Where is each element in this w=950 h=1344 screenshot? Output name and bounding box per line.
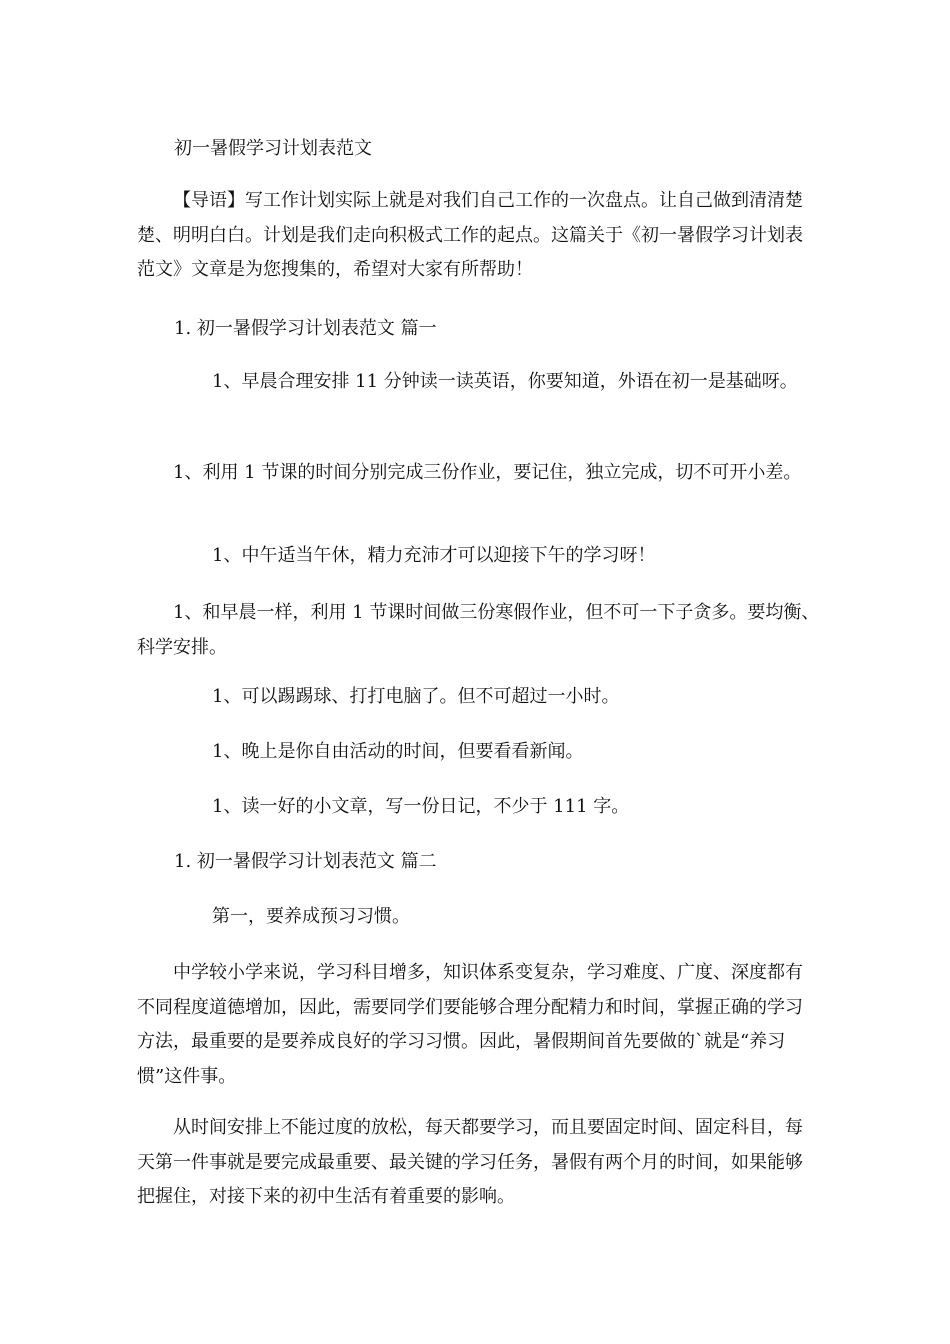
document-title: 初一暑假学习计划表范文 [174,138,372,159]
section-heading-2: 1. 初一暑假学习计划表范文 篇二 [174,851,437,872]
body-paragraph: 中学较小学来说，学习科目增多，知识体系变复杂，学习难度、广度、深度都有不同程度道德增加，因此，需要同学们要能够合理分配精力和时间，掌握正确的学习方法，最重要的是要养成良好的学习习惯。因此，暑假期间首先要做的`就是“养习惯”这件事。 [137,962,803,1087]
plan-item: 1、和早晨一样，利用 1 节课时间做三份寒假作业，但不可一下子贪多。要均衡、科学安排。 [137,602,820,658]
plan-item: 1、晚上是你自由活动的时间，但要看看新闻。 [212,741,584,762]
plan-item: 1、利用 1 节课的时间分别完成三份作业，要记住，独立完成，切不可开小差。 [173,462,802,483]
plan-item: 1、中午适当午休，精力充沛才可以迎接下午的学习呀！ [212,545,656,566]
body-paragraph: 从时间安排上不能过度的放松，每天都要学习，而且要固定时间、固定科目，每天第一件事就是要完成最重要、最关键的学习任务，暑假有两个月的时间，如果能够把握住，对接下来的初中生活有着重要的影响。 [137,1117,803,1207]
plan-item: 1、可以踢踢球、打打电脑了。但不可超过一小时。 [212,686,620,707]
section-heading-1: 1. 初一暑假学习计划表范文 篇一 [174,318,437,339]
intro-paragraph: 【导语】写工作计划实际上就是对我们自己工作的一次盘点。让自己做到清清楚楚、明明白白。计划是我们走向积极式工作的起点。这篇关于《初一暑假学习计划表范文》文章是为您搜集的，希望对大家有所帮助！ [137,190,803,280]
section-subheading: 第一，要养成预习习惯。 [212,906,410,927]
plan-item: 1、早晨合理安排 11 分钟读一读英语，你要知道，外语在初一是基础呀。 [212,371,798,392]
plan-item: 1、读一好的小文章，写一份日记，不少于 111 字。 [212,796,630,817]
